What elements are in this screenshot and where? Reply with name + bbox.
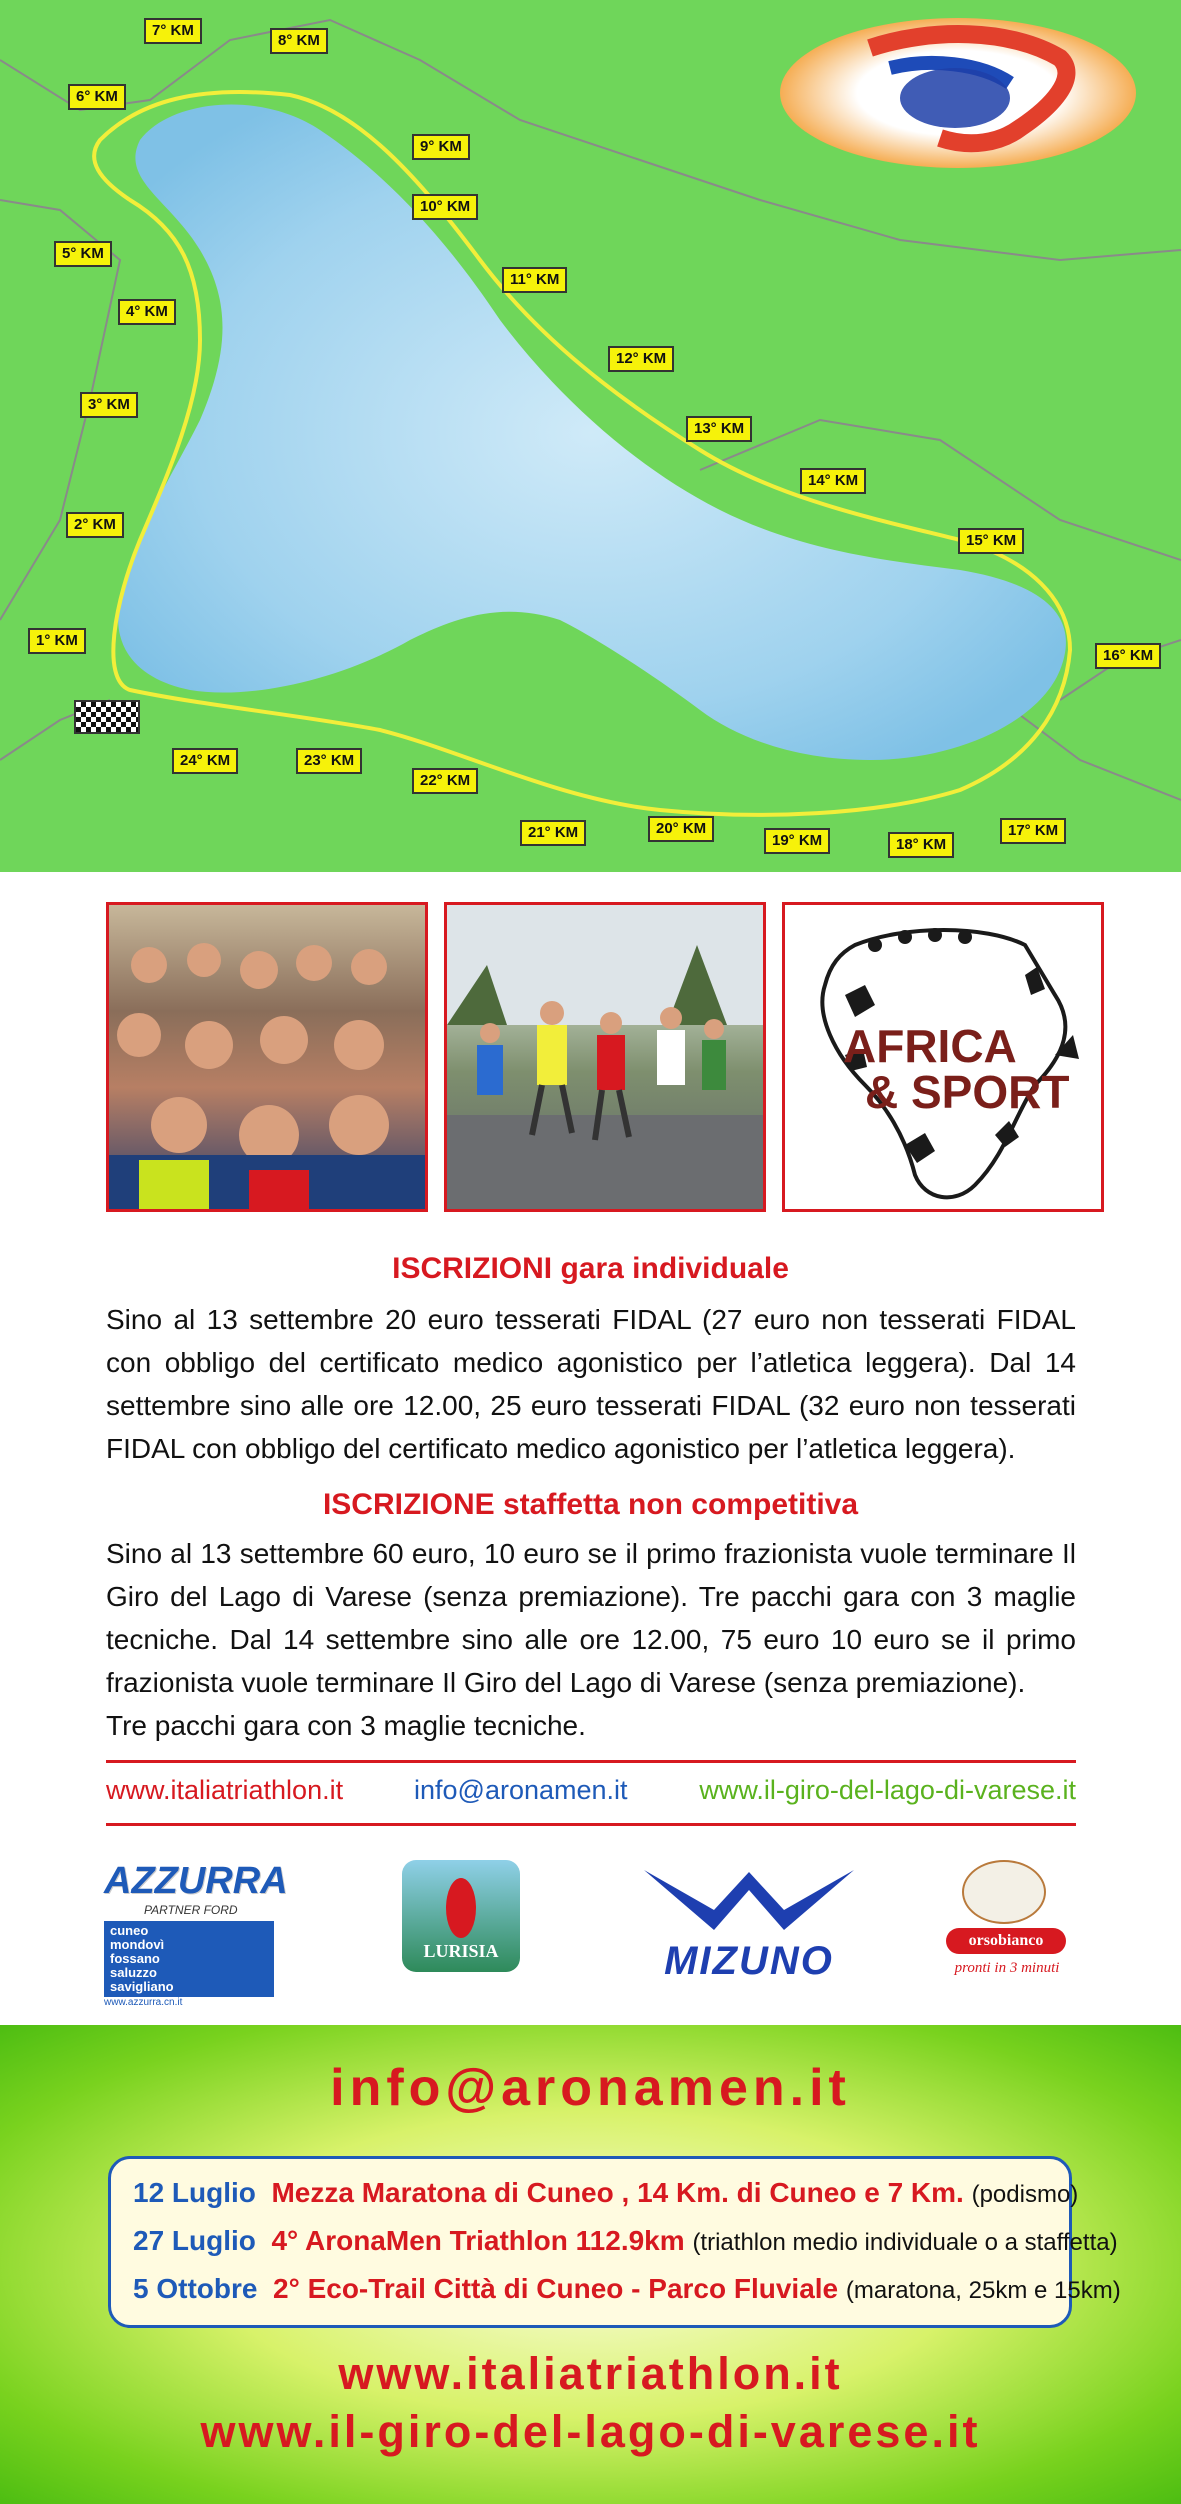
event-note: (maratona, 25km e 15km) (845, 2277, 1121, 2304)
km-marker: 4° KM (118, 299, 176, 325)
link-italiatriathlon[interactable]: www.italiatriathlon.it (106, 1775, 344, 1805)
relay-text: Sino al 13 settembre 60 euro, 10 euro se il primo frazionista vuole terminare Il Giro del Lago di Varese (senza premiazione). Tre pacchi gara con 3 maglie tecniche. Dal 14 settembre sino alle ore 12.00, 75 euro 10 euro se il primo frazionista vuole terminare Il Giro del Lago di Varese (senza premiazione). (106, 1538, 1076, 1698)
km-marker: 5° KM (54, 241, 112, 267)
race-map (0, 0, 1181, 872)
km-marker: 17° KM (1000, 818, 1066, 844)
africa-sport-title: AFRICA (843, 1020, 1017, 1072)
km-marker: 12° KM (608, 346, 674, 372)
town-savigliano: savigliano (110, 1979, 174, 1994)
event-row (133, 2269, 1121, 2311)
km-marker: 18° KM (888, 832, 954, 858)
footer-email[interactable]: info@aronamen.it (330, 2059, 851, 2117)
event-row (133, 2221, 1118, 2263)
town-saluzzo: saluzzo (110, 1965, 157, 1980)
km-marker: 3° KM (80, 392, 138, 418)
event-row (133, 2173, 1078, 2215)
azzurra-towns (104, 1921, 274, 1997)
km-marker: 22° KM (412, 768, 478, 794)
km-marker: 11° KM (502, 267, 567, 293)
lurisia-text: LURISIA (423, 1941, 499, 1961)
individual-title (0, 1252, 1181, 1286)
azzurra-logo-text: AZZURRA (104, 1860, 288, 1902)
km-marker: 20° KM (648, 816, 714, 842)
km-marker: 19° KM (764, 828, 830, 854)
sponsor-lurisia (402, 1860, 526, 2000)
individual-title-rest: gara individuale (552, 1252, 789, 1285)
start-finish-flag-icon (74, 700, 140, 734)
bear-icon (962, 1860, 1046, 1924)
event-date: 27 Luglio (133, 2225, 256, 2256)
event-title: 2° Eco-Trail Città di Cuneo - Parco Fluviale (273, 2273, 839, 2304)
events-box (108, 2156, 1121, 2328)
km-marker: 23° KM (296, 748, 362, 774)
lurisia-bottle-icon (446, 1878, 476, 1938)
sponsor-orsobianco (932, 1860, 1082, 2000)
event-note: (triathlon medio individuale o a staffetta) (692, 2229, 1118, 2256)
mizuno-text: MIZUNO (664, 1939, 834, 1983)
town-cuneo: cuneo (110, 1923, 149, 1938)
event-date: 5 Ottobre (133, 2273, 258, 2304)
event-title: Mezza Maratona di Cuneo , 14 Km. di Cuneo e 7 Km. (271, 2177, 964, 2208)
sponsor-azzurra (104, 1860, 288, 2008)
link-email[interactable]: info@aronamen.it (414, 1775, 628, 1805)
giro-lago-logo (780, 18, 1136, 168)
africa-sport-logo (782, 902, 1104, 1212)
km-marker: 2° KM (66, 512, 124, 538)
km-marker: 7° KM (144, 18, 202, 44)
africa-sport-subtitle: & SPORT (865, 1066, 1070, 1118)
km-marker: 14° KM (800, 468, 866, 494)
event-title: 4° AronaMen Triathlon 112.9km (271, 2225, 685, 2256)
azzurra-subtitle: PARTNER FORD (144, 1903, 238, 1917)
event-date: 12 Luglio (133, 2177, 256, 2208)
orsobianco-text: orsobianco (946, 1928, 1066, 1954)
km-marker: 1° KM (28, 628, 86, 654)
runners-crowd-photo (106, 902, 428, 1212)
event-note: (podismo) (971, 2181, 1079, 2208)
town-fossano: fossano (110, 1951, 160, 1966)
link-giro-lago[interactable]: www.il-giro-del-lago-di-varese.it (699, 1775, 1076, 1805)
footer-site-italiatriathlon[interactable]: www.italiatriathlon.it (338, 2348, 843, 2399)
relay-title-strong: ISCRIZIONE (322, 1488, 495, 1521)
lurisia-badge (402, 1860, 520, 1972)
runners-race-photo (444, 902, 766, 1212)
individual-title-strong: ISCRIZIONI (392, 1252, 553, 1285)
links-row (106, 1760, 1076, 1826)
relay-title (0, 1488, 1181, 1522)
km-marker: 10° KM (412, 194, 478, 220)
relay-text-last: Tre pacchi gara con 3 maglie tecniche. (106, 1710, 586, 1741)
km-marker: 9° KM (412, 134, 470, 160)
town-mondovi: mondovì (110, 1937, 165, 1952)
individual-text: Sino al 13 settembre 20 euro tesserati FIDAL (27 euro non tesserati FIDAL con obbligo del certificato medico agonistico per l’atletica leggera). Dal 14 settembre sino alle ore 12.00, 25 euro tesserati FIDAL (32 euro non tesserati FIDAL con obbligo del certificato medico agonistico per l’atletica leggera). (106, 1304, 1076, 1464)
km-marker: 21° KM (520, 820, 586, 846)
sponsor-mizuno (634, 1860, 864, 2000)
relay-title-rest: staffetta non competitiva (494, 1488, 859, 1521)
km-marker: 16° KM (1095, 643, 1161, 669)
km-marker: 13° KM (686, 416, 752, 442)
mizuno-runbird-icon (634, 1860, 864, 1940)
footer-site-giro-lago[interactable]: www.il-giro-del-lago-di-varese.it (200, 2406, 981, 2457)
km-marker: 24° KM (172, 748, 238, 774)
km-marker: 15° KM (958, 528, 1024, 554)
km-marker: 6° KM (68, 84, 126, 110)
azzurra-site: www.azzurra.cn.it (104, 1997, 183, 2008)
orsobianco-tagline: pronti in 3 minuti (954, 1960, 1060, 1976)
km-marker: 8° KM (270, 28, 328, 54)
logo-ribbon (780, 18, 1136, 168)
